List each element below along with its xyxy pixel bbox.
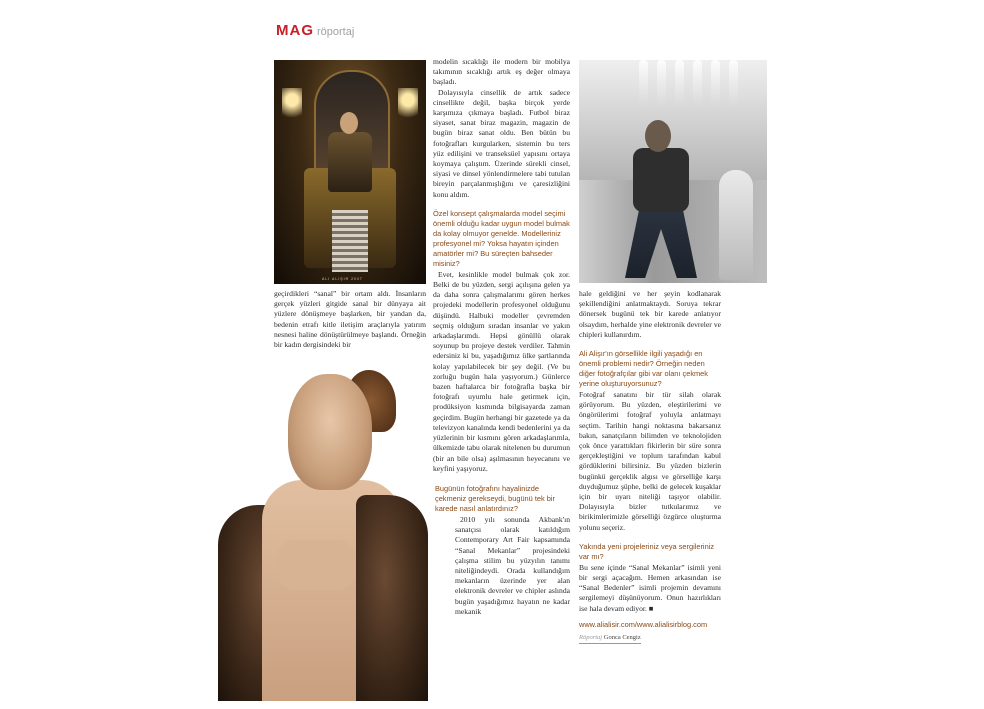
head [645, 120, 671, 152]
candelabra-right [398, 88, 418, 128]
artist-photo [579, 60, 767, 283]
paragraph: Dolayısıyla cinsellik de artık sadece cinsellikte değil, başka birçok yerde karşımıza çıkmaya başladı. Futbol biraz siyaset, sanat biraz magazin, magazin de bugün biraz sanat oldu. Ben bütün bu fotoğrafları kurgularken, sistemin bu ters yüz edilişini ve transeksüel yapısını ortaya koymaya çalıştım. Üzerinde sürekli cinsel, siyasi ve dinsel yönlendirmelere tabi tutulan bireyin parçalanmışlığını ve çaresizliğini konu aldım. [433, 87, 570, 199]
mannequin-arm [729, 60, 738, 110]
portrait-photo [218, 370, 428, 701]
stairs [332, 210, 368, 272]
legs [625, 208, 697, 278]
section-label: röportaj [317, 26, 355, 38]
website-link[interactable]: www.alialisir.com/www.alialisirblog.com [579, 619, 708, 629]
paragraph: 2010 yılı sonunda Akbank'ın sanatçısı olarak katıldığım Contemporary Art Fair kapsamında “Sanal Mekanlar” projesindeki çalışma stilim bu yüzyılın tanımı niteliğindeydi. Orada kullandığım mekanların üzerinde yer alan elektronik devreler ve chipler aslında bugün yaşadığımız hayatın ne kadar mekanik [455, 514, 570, 616]
figure-head [340, 112, 358, 134]
question-heading: Bugünün fotoğrafını hayalinizde çekmeniz gerekseydi, bugünü tek bir karede nasıl anlatırdınız? [435, 483, 555, 513]
credit-name: Gonca Cengiz [603, 634, 641, 642]
paragraph: Evet, kesinlikle model bulmak çok zor. Belki de bu yüzden, sergi açılışına gelen ya da daha sonra çalışmalarımı gören herkes projedeki modellerin profesyonel olduğunu düşündü. Halbuki modeller çevremden seçmiş olduğum sıradan insanlar ve yakın arkadaşlarımdı. Hepsi gönüllü olarak soyunup bu projeye destek verdiler. Tahmin edersiniz ki bu, yaşadığımız ülke şartlarında kolay yapılabilecek bir şey değil. (Ve bu zorluğu bugün hala yaşıyorum.) Günlerce bazen haftalarca bir fotoğrafla başka bir fotoğrafı uyumlu hale getirmek için, prodüksiyon kısmında bilgisayarda zaman geçirdim. Bugün herhangi bir gazetede ya da televizyon kanalında kendi bedenlerini ya da yüzlerinin bir kısmını gören arkadaşlarımla, ülkemizde tabu olarak nitelenen bu durumun (bir an bile olsa) aşılmasının heyecanını ve keyfini yaşıyoruz. [433, 269, 570, 473]
mannequin-arm [639, 60, 648, 110]
question-heading: Özel konsept çalışmalarda model seçimi önemli olduğu kadar uygun model bulmak da kolay olmuyor genelde. Modelleriniz profesyonel mi? Yoksa hayatın içinden amatörler mi? Bu süreçten bahseder misiniz? [433, 208, 570, 268]
mannequin-arm [675, 60, 684, 110]
question-heading: Ali Alişır'ın görsellikle ilgili yaşadığı en önemli problemi nedir? Örneğin neden diğer fotoğrafçılar gibi var olanı çekmek yerine oluşturuyorsunuz? [579, 349, 708, 389]
interview-credit [579, 633, 641, 644]
paragraph: modelin sıcaklığı ile modern bir mobilya takımının sıcaklığı artık eş değer olmaya başladı. [433, 57, 570, 87]
column-3 [579, 289, 721, 644]
throne-photo [274, 60, 426, 284]
paragraph: Bu sene içinde “Sanal Mekanlar” isimli yeni bir sergi açacağım. Hemen arkasından ise “Sanal Bedenler” isimli projemin devamını sergilemeyi düşünüyorum. Onun hazırlıkları ise hala devam ediyor. ■ [579, 562, 721, 613]
fur-coat-right [356, 495, 428, 701]
paragraph: hale geldiğini ve her şeyin kodlanarak şekillendiğini anlatmaktaydı. Soruya tekrar dönersek bugünü tek bir karede anlatıyor olsaydım, herhalde yine elektronik devreler ve chipleri kullanırdım. [579, 289, 721, 339]
body [633, 148, 689, 212]
hand [276, 540, 356, 590]
page-header [276, 22, 354, 39]
candelabra-left [282, 88, 302, 128]
magazine-logo: MAG [276, 22, 314, 39]
figure-body [328, 132, 372, 192]
mannequin-torso [719, 170, 753, 280]
photo-caption: ALI ALIŞIR 2007 [322, 277, 363, 281]
mannequin-arm [711, 60, 720, 110]
credit-label: Röportaj [579, 634, 603, 642]
mannequin-arm [657, 60, 666, 110]
paragraph: Fotoğraf sanatını bir tür silah olarak görüyorum. Bu yüzden, eleştirilerimi ve öngörülerimi fotoğraf yoluyla anlatmayı seçtim. Tarihin hangi noktasına bakarsanız bakın, sanatçıların bilimden ve teknolojiden çok önce yarattıkları fikirlerin bir süre sonra gerçekleştiğini ve toplum tarafından kabul gördüklerini bilirsiniz. Bu yüzden bizlerin bugünkü gerçeklik algısı ve görselliğe karşı duyduğumuz şüphe, belki de gelecek kuşaklar için bir uyarı niteliği taşıyor olabilir. Dolayısıyla bizler tutkularımız ve birikimlerimizle görselliği özgürce oluşturma yolunu seçeriz. [579, 390, 721, 532]
paragraph: geçirdikleri “sanal” bir ortam aldı. İnsanların gerçek yüzleri gitgide sanal bir dünyaya ait yüzlere dönüşmeye başlarken, bir yandan da, bedenin etrafı kitle iletişim araçlarıyla yatırım nesnesi haline dönüştürülmeye başlandı. Örneğin bir kadın dergisindeki bir [274, 289, 426, 350]
head [288, 374, 372, 490]
question-heading: Yakında yeni projeleriniz veya sergileriniz var mı? [579, 541, 715, 561]
column-2 [433, 57, 570, 617]
mannequin-arm [693, 60, 702, 110]
column-1 [274, 289, 426, 350]
